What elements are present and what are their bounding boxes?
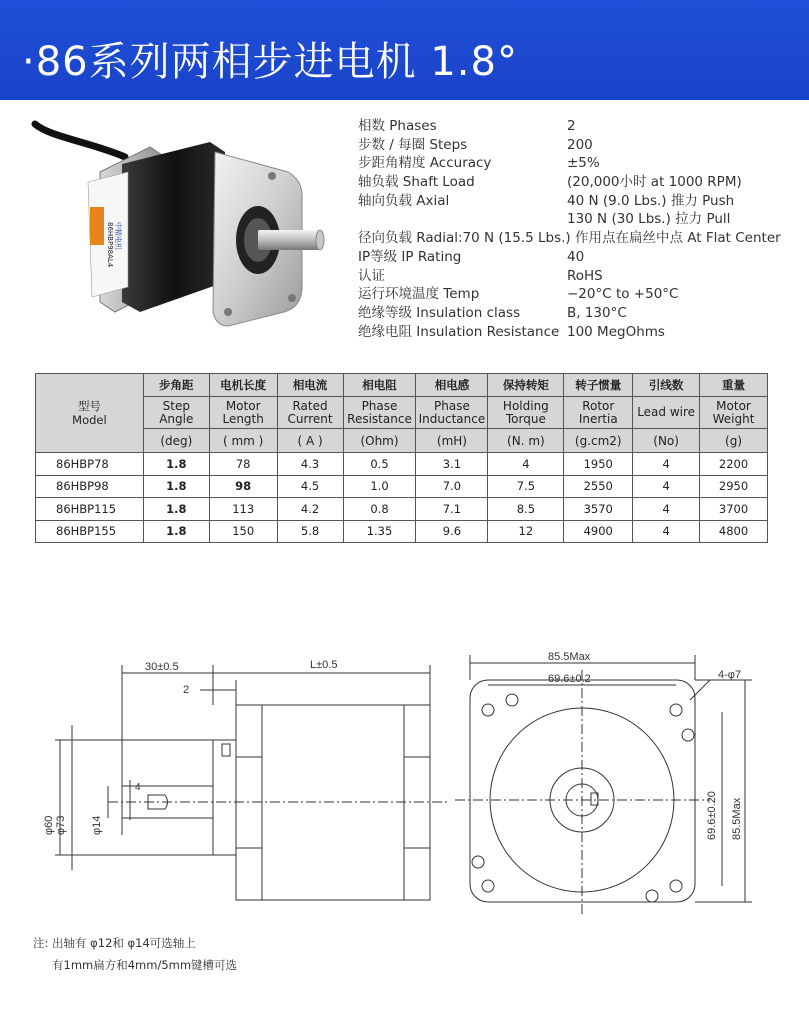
table-cell: 2950 [700,475,768,498]
dim-key: 4 [135,782,141,793]
corner-block [404,848,430,900]
mount-hole [268,172,276,180]
table-cell: 86HBP155 [36,520,144,543]
page-title: ·86系列两相步进电机 1.8° [22,39,518,85]
spec-label: 运行环境温度 Temp [358,286,480,303]
corner-block [236,848,262,900]
table-cell: 4 [488,453,564,476]
mount-hole [224,308,232,316]
spec-row [358,154,798,173]
hole-circle [482,704,494,716]
spec-row [358,248,798,267]
col-header-en: Rated Current [277,397,343,429]
table-row [36,498,768,521]
spec-label: 绝缘等级 Insulation class [358,304,521,321]
table-cell: 86HBP98 [36,475,144,498]
spec-label: 步距角精度 Accuracy [358,155,492,172]
spec-row [358,229,798,248]
spec-row [358,323,798,342]
col-header-en: Holding Torque [488,397,564,429]
label-orange-stripe [90,207,104,245]
spec-row [358,304,798,323]
spec-label: 绝缘电阻 Insulation Resistance [358,323,560,340]
spec-row [358,285,798,304]
col-header-unit: ( mm ) [209,429,277,453]
table-cell: 8.5 [488,498,564,521]
corner-block [236,705,262,757]
col-header-model: 型号 Model [36,374,144,453]
table-cell: 4 [633,475,700,498]
col-header-cn: 步角距 [143,374,209,397]
spec-row [358,117,798,136]
hole-circle [472,856,484,868]
dim-L: L±0.5 [310,659,338,671]
hole-circle [670,704,682,716]
col-header-en: Lead wire [633,397,700,429]
dim-hole: 4-φ7 [718,669,742,681]
spec-label: 轴向负载 Axial [358,192,450,209]
table-cell: 86HBP78 [36,453,144,476]
motor-body [122,142,225,312]
table-cell: 2550 [564,475,633,498]
dim-d60: φ60 [43,815,55,835]
motor-photo [30,112,330,342]
spec-row [358,136,798,155]
hole-circle [482,880,494,892]
table-cell: 1.8 [143,453,209,476]
col-header-unit: (N. m) [488,429,564,453]
spec-value: 100 MegOhms [567,323,665,340]
cable [35,124,125,157]
col-header-en: Phase Resistance [343,397,416,429]
spec-label: IP等级 IP Rating [358,248,462,265]
shaft [258,230,320,250]
table-cell: 0.5 [343,453,416,476]
col-header-en: Step Angle [143,397,209,429]
col-header-cn: 相电阻 [343,374,416,397]
boss-key [222,744,230,756]
table-cell: 4 [633,453,700,476]
dim-30: 30±0.5 [145,661,179,673]
spec-label: 相数 Phases [358,118,437,134]
table-cell: 4.2 [277,498,343,521]
table-cell: 1.35 [343,520,416,543]
spec-value: 130 N (30 Lbs.) 拉力 Pull [567,211,731,228]
table-cell: 0.8 [343,498,416,521]
spec-value: 2 [567,118,576,134]
col-header-unit: (mH) [416,429,488,453]
table-cell: 1.8 [143,520,209,543]
table-cell: 2200 [700,453,768,476]
table-cell: 4.3 [277,453,343,476]
corner-block [404,705,430,757]
spec-list [358,117,798,341]
col-header-unit: ( A ) [277,429,343,453]
col-header-en: Motor Length [209,397,277,429]
spec-value: −20°C to +50°C [567,286,679,303]
col-header-en: Phase Inductance [416,397,488,429]
spec-label: 轴负载 Shaft Load [358,174,475,191]
table-cell: 4800 [700,520,768,543]
table-cell: 4 [633,498,700,521]
col-header-en: Motor Weight [700,397,768,429]
dim-855-side: 85.5Max [731,797,743,840]
col-header-cn: 相电感 [416,374,488,397]
table-row [36,520,768,543]
dim-d14: φ14 [91,815,103,835]
shaft-end [316,230,324,250]
hole-circle [670,880,682,892]
table-cell: 7.5 [488,475,564,498]
spec-value: B, 130°C [567,304,627,321]
col-header-en: Rotor Inertia [564,397,633,429]
spec-row [358,173,798,192]
table-row [36,453,768,476]
table-cell: 5.8 [277,520,343,543]
note-line: 有1mm扁方和4mm/5mm键槽可选 [52,958,238,972]
col-header-cn: 引线数 [633,374,700,397]
col-header-unit: (g) [700,429,768,453]
dim-2: 2 [183,684,190,696]
table-cell: 98 [209,475,277,498]
table-cell: 78 [209,453,277,476]
table-cell: 1.8 [143,475,209,498]
table-cell: 12 [488,520,564,543]
table-cell: 150 [209,520,277,543]
table-cell: 86HBP115 [36,498,144,521]
dim-696-top: 69.6±0.2 [548,673,591,685]
note-line: 注: 出轴有 φ12和 φ14可选轴上 [33,936,196,950]
label-brand: 中精电机 [114,222,122,250]
table-cell: 4 [633,520,700,543]
table-cell: 7.1 [416,498,488,521]
col-header-cn: 重量 [700,374,768,397]
table-cell: 1.0 [343,475,416,498]
table-cell: 3700 [700,498,768,521]
hole-circle [646,890,658,902]
spec-value: ±5% [567,155,600,172]
label-model: 86HBP98AL4 [106,222,114,268]
table-cell: 3.1 [416,453,488,476]
hole-circle [506,694,518,706]
col-header-cn: 转子惯量 [564,374,633,397]
col-header-unit: (Ohm) [343,429,416,453]
table-cell: 1950 [564,453,633,476]
table-cell: 3570 [564,498,633,521]
table-cell: 1.8 [143,498,209,521]
table-cell: 9.6 [416,520,488,543]
dim-855-top: 85.5Max [548,651,591,663]
col-header-unit: (deg) [143,429,209,453]
spec-row [358,192,798,211]
table-row [36,475,768,498]
col-header-unit: (No) [633,429,700,453]
spec-label: 认证 [358,267,385,284]
spec-table [35,373,768,543]
mount-hole [288,294,296,302]
spec-label: 步数 / 每圈 Steps [358,136,468,153]
spec-row [358,267,798,286]
table-cell: 7.0 [416,475,488,498]
table-cell: 113 [209,498,277,521]
col-header-cn: 电机长度 [209,374,277,397]
col-header-unit: (g.cm2) [564,429,633,453]
spec-row [358,210,798,229]
col-header-cn: 保持转矩 [488,374,564,397]
spec-value: 200 [567,136,593,153]
dim-d73: φ73 [55,815,67,835]
boss-outline [213,740,236,855]
spec-value: RoHS [567,267,603,284]
dimension-drawing [20,640,809,930]
spec-label: 径向负载 Radial:70 N (15.5 Lbs.) 作用点在扁丝中点 At Flat Center [358,230,781,247]
spec-value: (20,000小时 at 1000 RPM) [567,174,742,191]
table-cell: 4900 [564,520,633,543]
table-cell: 4.5 [277,475,343,498]
col-header-cn: 相电流 [277,374,343,397]
header-banner [0,0,809,100]
spec-value: 40 N (9.0 Lbs.) 推力 Push [567,192,735,209]
spec-value: 40 [567,248,585,265]
hole-circle [682,729,694,741]
dim-696-side: 69.6±0.20 [706,791,718,840]
